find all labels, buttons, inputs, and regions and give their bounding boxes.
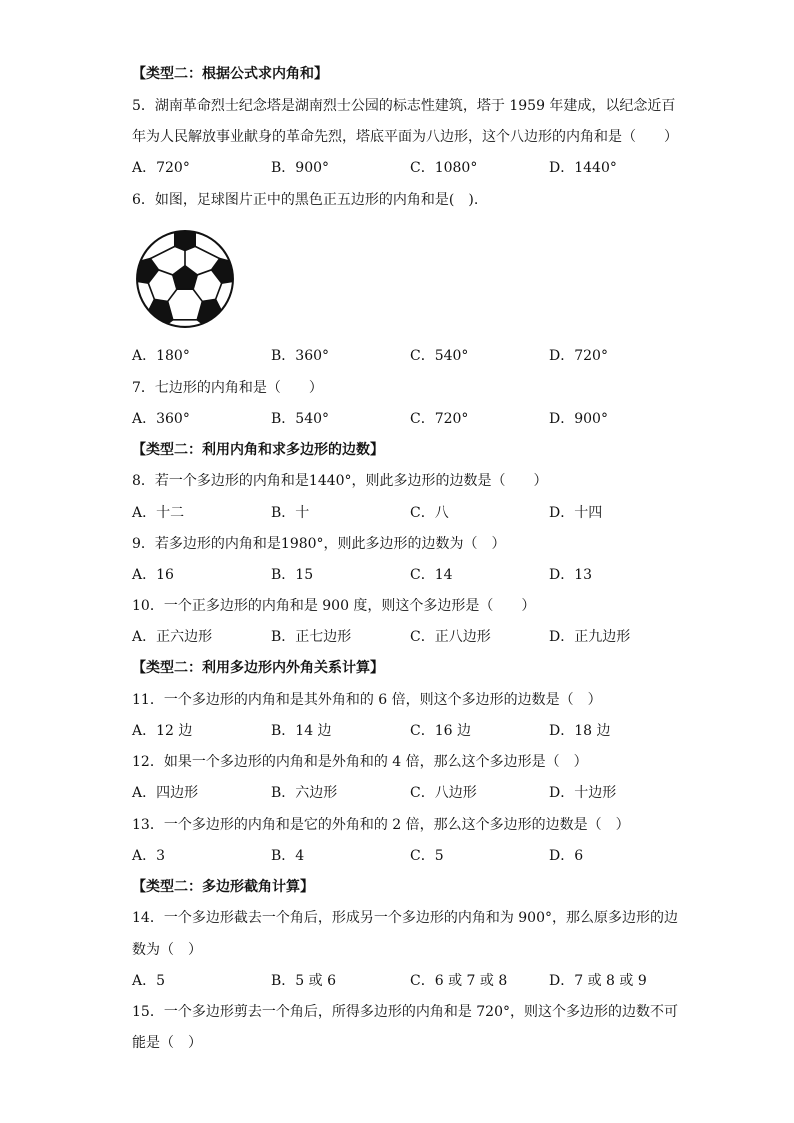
question-10-line-1: 10．一个正多边形的内角和是 900 度，则这个多边形是（ ） [132,598,536,614]
option-a[interactable]: A．12 边 [132,723,193,739]
question-10-options [132,627,692,647]
option-c[interactable]: C．5 [410,848,444,864]
question-11-options [132,721,692,741]
question-9-options [132,565,692,585]
option-b[interactable]: B．360° [271,348,330,364]
option-b[interactable]: B．十 [271,505,310,521]
question-8-options [132,503,692,523]
option-d[interactable]: D．720° [549,348,608,364]
option-b[interactable]: B．15 [271,567,314,583]
question-14-options [132,971,692,991]
option-a[interactable]: A．十二 [132,505,185,521]
option-b[interactable]: B．14 边 [271,723,332,739]
option-c[interactable]: C．16 边 [410,723,471,739]
option-c[interactable]: C．6 或 7 或 8 [410,973,508,989]
soccer-ball-icon [134,228,236,330]
section-heading-interior-exterior: 【类型二：利用多边形内外角关系计算】 [132,660,384,676]
section-heading-formula: 【类型二：根据公式求内角和】 [132,66,328,82]
option-a[interactable]: A．5 [132,973,166,989]
question-15-line-1: 15．一个多边形剪去一个角后，所得多边形的内角和是 720°，则这个多边形的边数不可 [132,1004,678,1020]
option-a[interactable]: A．四边形 [132,785,199,801]
question-12-line-1: 12．如果一个多边形的内角和是外角和的 4 倍，那么这个多边形是（ ） [132,754,588,770]
question-13-options [132,846,692,866]
question-14-line-1: 14．一个多边形截去一个角后，形成另一个多边形的内角和为 900°，那么原多边形的边 [132,910,678,926]
option-d[interactable]: D．1440° [549,160,617,176]
option-b[interactable]: B．六边形 [271,785,338,801]
option-b[interactable]: B．正七边形 [271,629,352,645]
option-b[interactable]: B．540° [271,411,330,427]
question-9-line-1: 9．若多边形的内角和是1980°，则此多边形的边数为（ ） [132,536,506,552]
option-c[interactable]: C．720° [410,411,469,427]
option-c[interactable]: C．正八边形 [410,629,491,645]
question-14-line-2: 数为（ ） [132,942,202,958]
option-c[interactable]: C．八 [410,505,449,521]
section-heading-cut-corner: 【类型二：多边形截角计算】 [132,879,314,895]
question-11-line-1: 11．一个多边形的内角和是其外角和的 6 倍，则这个多边形的边数是（ ） [132,692,602,708]
option-a[interactable]: A．360° [132,411,190,427]
option-d[interactable]: D．900° [549,411,608,427]
question-15-line-2: 能是（ ） [132,1035,202,1051]
option-c[interactable]: C．540° [410,348,469,364]
option-c[interactable]: C．14 [410,567,453,583]
option-b[interactable]: B．5 或 6 [271,973,337,989]
option-c[interactable]: C．1080° [410,160,478,176]
option-a[interactable]: A．180° [132,348,190,364]
section-heading-side-count: 【类型二：利用内角和求多边形的边数】 [132,442,384,458]
option-d[interactable]: D．13 [549,567,593,583]
question-6-options [132,346,692,366]
option-a[interactable]: A．正六边形 [132,629,213,645]
option-c[interactable]: C．八边形 [410,785,477,801]
question-6-line-1: 6．如图，足球图片正中的黑色正五边形的内角和是( ). [132,192,479,208]
option-d[interactable]: D．十边形 [549,785,617,801]
option-a[interactable]: A．16 [132,567,174,583]
option-d[interactable]: D．十四 [549,505,603,521]
question-12-options [132,783,692,803]
question-8-line-1: 8．若一个多边形的内角和是1440°，则此多边形的边数是（ ） [132,473,548,489]
option-a[interactable]: A．3 [132,848,166,864]
question-13-line-1: 13．一个多边形的内角和是它的外角和的 2 倍，那么这个多边形的边数是（ ） [132,817,630,833]
question-7-line-1: 7．七边形的内角和是（ ） [132,380,323,396]
option-d[interactable]: D．18 边 [549,723,611,739]
option-d[interactable]: D．6 [549,848,584,864]
question-5-line-1: 5．湖南革命烈士纪念塔是湖南烈士公园的标志性建筑，塔于 1959 年建成，以纪念近百 [132,98,676,114]
question-5-line-2: 年为人民解放事业献身的革命先烈，塔底平面为八边形，这个八边形的内角和是（ ） [132,129,678,145]
option-b[interactable]: B．900° [271,160,330,176]
option-d[interactable]: D．正九边形 [549,629,631,645]
question-7-options [132,409,692,429]
option-d[interactable]: D．7 或 8 或 9 [549,973,647,989]
option-a[interactable]: A．720° [132,160,190,176]
option-b[interactable]: B．4 [271,848,305,864]
question-5-options [132,158,692,178]
